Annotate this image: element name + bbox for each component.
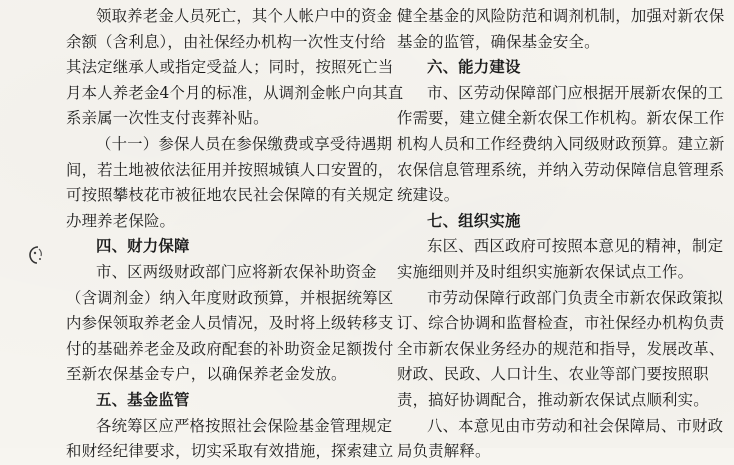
text-line: 机构人员和工作经费纳入同级财政预算。建立新 — [397, 134, 725, 153]
text-line: 局负责解释。 — [397, 442, 491, 461]
text-line: 全市新农保业务经办的规范和指导，发展改革、 — [397, 339, 725, 358]
text-line: 农保信息管理系统，并纳入劳动保障信息管理系 — [397, 160, 725, 179]
section-heading: 四、财力保障 — [96, 237, 190, 256]
text-line: 基金的监管，确保基金安全。 — [397, 32, 600, 51]
text-line: 间，若土地被依法征用并按照城镇人口安置的， — [66, 160, 394, 179]
text-line: 实施细则并及时组织实施新农保试点工作。 — [397, 262, 694, 281]
text-line: 责，搞好协调配合，推动新农保试点顺利实。 — [397, 390, 709, 409]
text-line: 可按照攀枝花市被征地农民社会保障的有关规定 — [66, 186, 394, 205]
text-line: 健全基金的风险防范和调剂机制，加强对新农保 — [397, 7, 725, 25]
text-line: 付的基础养老金及政府配套的补助资金足额拨付 — [66, 339, 394, 358]
right-text-column — [397, 4, 725, 465]
text-line: 八、本意见由市劳动和社会保障局、市财政 — [427, 416, 724, 435]
text-line: 市劳动保障行政部门负责全市新农保政策拟 — [427, 288, 724, 307]
text-line: 至新农保基金专户，以确保养老金发放。 — [66, 365, 347, 384]
text-line: 订、综合协调和监督检查，市社保经办机构负责 — [397, 314, 725, 333]
section-heading: 五、基金监管 — [96, 390, 190, 409]
text-line: 市、区劳动保障部门应根据开展新农保的工 — [427, 83, 724, 102]
section-heading: 七、组织实施 — [427, 211, 521, 230]
binding-hole-mark — [26, 244, 48, 266]
text-line: 系亲属一次性支付丧葬补贴。 — [66, 109, 269, 128]
text-line: 其法定继承人或指定受益人；同时，按照死亡当 — [66, 58, 394, 77]
text-line: 各统筹区应严格按照社会保险基金管理规定 — [96, 416, 393, 435]
text-line: 月本人养老金4个月的标准，从调剂金帐户向其直 — [66, 83, 404, 102]
section-heading: 六、能力建设 — [427, 58, 521, 77]
left-text-column — [66, 4, 404, 465]
text-line: 作需要，建立健全新农保工作机构。新农保工作 — [397, 109, 725, 128]
text-line: 余额（含利息），由社保经办机构一次性支付给 — [66, 32, 386, 51]
text-line: 办理养老保险。 — [66, 211, 176, 230]
text-line: 内参保领取养老金人员情况，及时将上级转移支 — [66, 314, 394, 333]
text-line: 和财经纪律要求，切实采取有效措施，探索建立 — [66, 442, 394, 461]
text-line: 市、区两级财政部门应将新农保补助资金 — [96, 262, 377, 281]
text-line: 领取养老金人员死亡，其个人帐户中的资金 — [96, 7, 393, 25]
text-line: 统建设。 — [397, 186, 460, 205]
text-line: 东区、西区政府可按照本意见的精神，制定 — [427, 237, 724, 256]
text-line: 财政、民政、人口计生、农业等部门要按照职 — [397, 365, 709, 384]
text-line: （含调剂金）纳入年度财政预算，并根据统筹区 — [66, 288, 394, 307]
text-line: （十一）参保人员在参保缴费或享受待遇期 — [96, 134, 393, 153]
